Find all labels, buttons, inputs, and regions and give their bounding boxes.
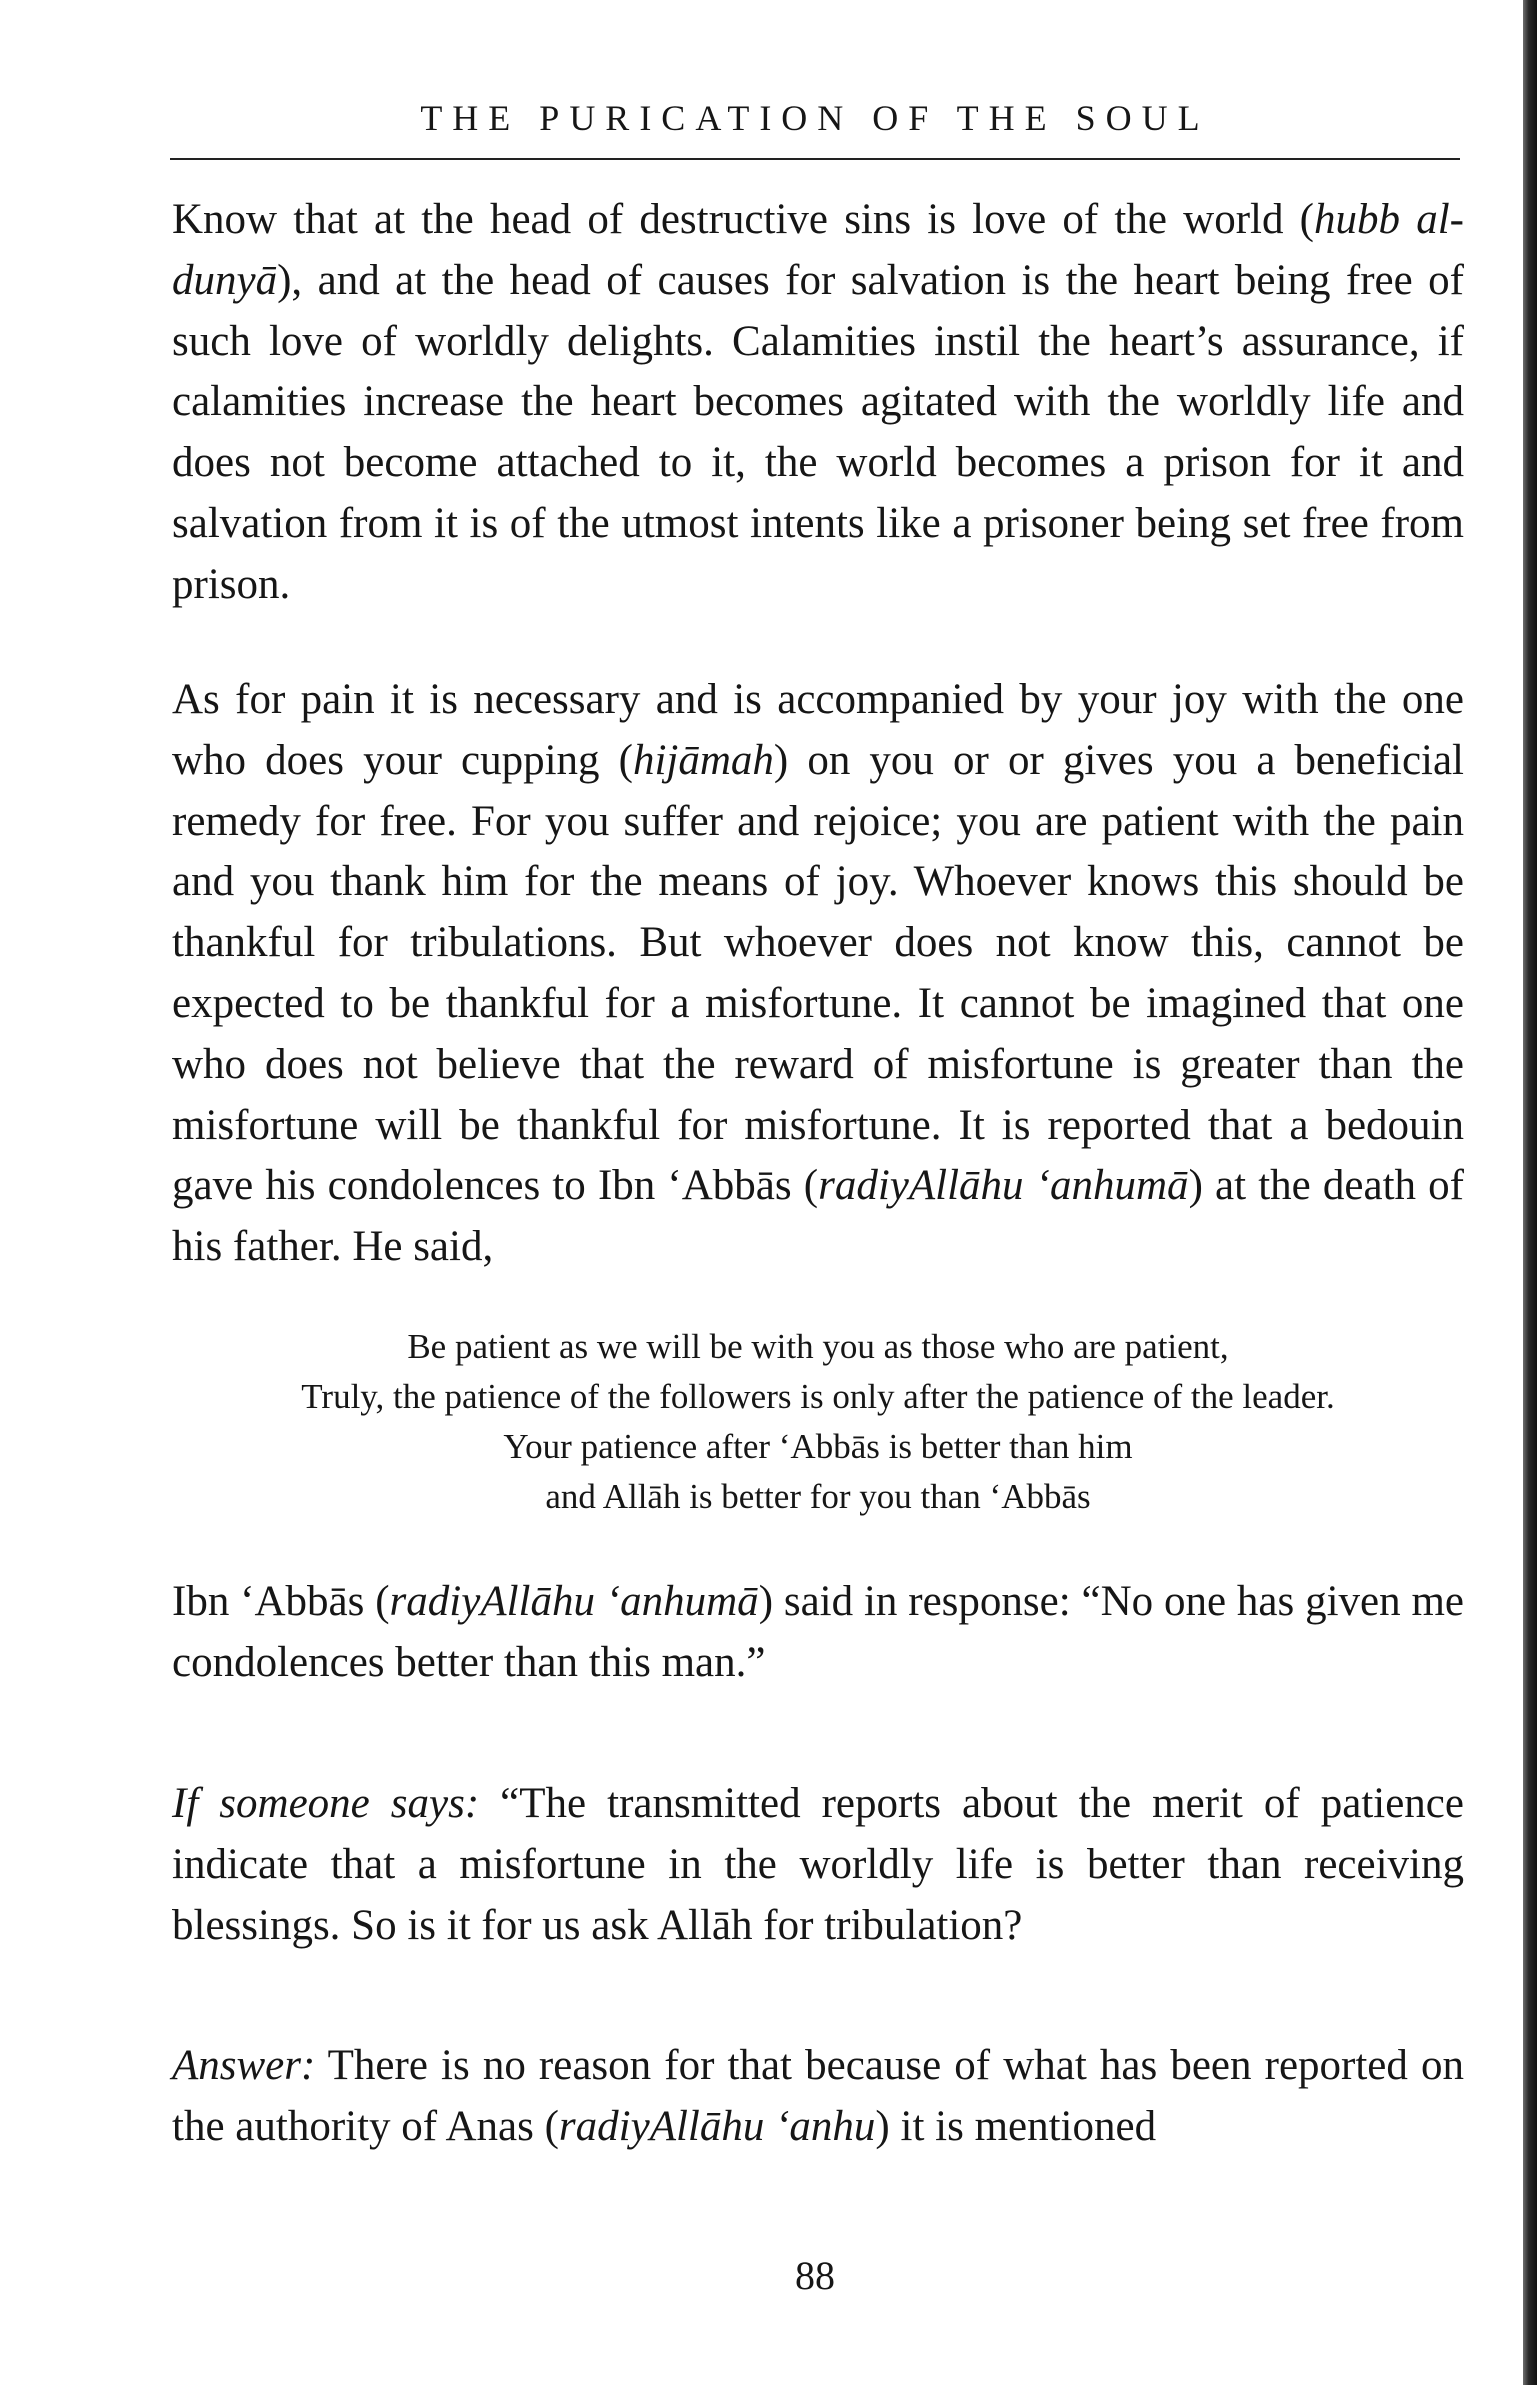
transliteration: hijāmah <box>632 736 774 784</box>
honorific: radiyAllāhu ‘anhumā <box>389 1578 759 1625</box>
poem-line: Be patient as we will be with you as those who are patient, <box>407 1327 1229 1366</box>
poem-block <box>172 1322 1464 1522</box>
text: Know that at the head of destructive sins is love of the world ( <box>172 196 1315 243</box>
objection-lead: If someone says: <box>172 1780 480 1827</box>
answer-lead: Answer: <box>172 2042 316 2089</box>
text: As for pain it is necessary and is accompanied by your joy with the one who does your cupping ( <box>172 676 1464 784</box>
paragraph-objection <box>172 1774 1464 1956</box>
poem-line: and Allāh is better for you than ‘Abbās <box>545 1477 1091 1516</box>
poem-line: Truly, the patience of the followers is only after the patience of the leader. <box>301 1377 1335 1416</box>
paragraph-pain-and-thanks <box>172 670 1464 1278</box>
honorific: radiyAllāhu ‘anhu <box>558 2102 876 2150</box>
text: ) on you or or gives you a beneficial remedy for free. For you suffer and rejoice; you are patient with the pain and you thank him for the means of joy. Whoever knows this should be thankful for tribulations. But whoever does not know this, cannot be expected to be thankful for a misfortune. It cannot be imagined that one who does not believe that the reward of misfortune is greater than the misfortune will be thankful for misfortune. It is reported that a bedouin gave his condolences to Ibn ‘Abbās ( <box>172 736 1465 1210</box>
running-header: THE PURICATION OF THE SOUL <box>420 98 1210 138</box>
text: “The transmitted reports about the merit of patience indicate that a misfortune in the worldly life is better than receiving blessings. So is it for us ask Allāh for tribulation? <box>172 1780 1464 1949</box>
transliteration: hubb al-dunyā <box>172 196 1464 304</box>
text: ) at the death of his father. He said, <box>172 1162 1465 1271</box>
paragraph-answer <box>172 2036 1464 2158</box>
text: ) said in response: “No one has given me condolences better than this man.” <box>172 1578 1464 1686</box>
header-rule <box>170 158 1460 160</box>
poem-line: Your patience after ‘Abbās is better than him <box>503 1427 1133 1466</box>
honorific: radiyAllāhu ‘anhumā <box>818 1162 1189 1210</box>
binding-edge <box>1523 0 1537 2385</box>
text: Ibn ‘Abbās ( <box>172 1578 390 1625</box>
paragraph-love-of-world <box>172 190 1464 616</box>
text: There is no reason for that because of what has been reported on the authority of Anas ( <box>172 2042 1464 2150</box>
text: ), and at the head of causes for salvation is the heart being free of such love of worldly delights. Calamities instil the heart’s assurance, if calamities increase the heart becomes agitated with the worldly life and does not become attached to it, the world becomes a prison for it and salvation from it is of the utmost intents like a prisoner being set free from prison. <box>172 256 1464 608</box>
paragraph-ibn-abbas-response <box>172 1572 1464 1694</box>
page-number: 88 <box>795 2253 835 2298</box>
text: ) it is mentioned <box>875 2102 1157 2150</box>
